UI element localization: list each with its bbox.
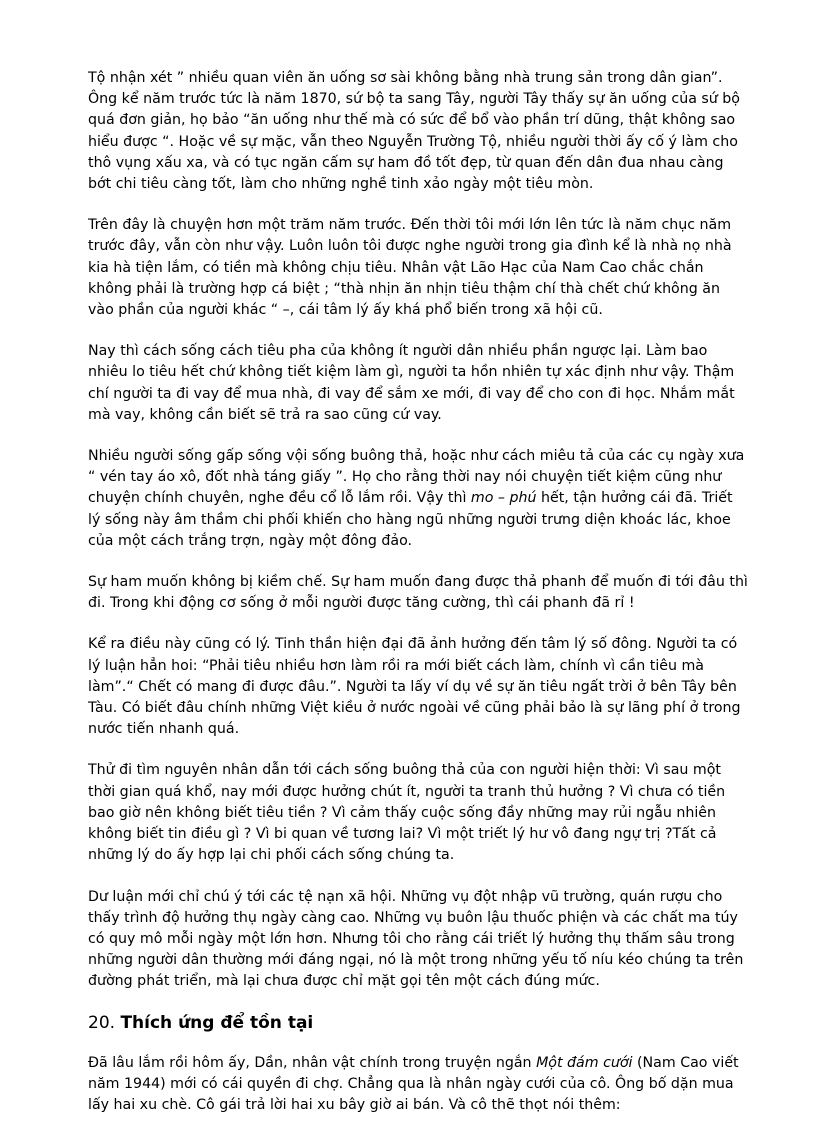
paragraph-8: Dư luận mới chỉ chú ý tới các tệ nạn xã hội. Những vụ đột nhập vũ trường, quán rượu cho thấy trình độ hưởng thụ ngày càng cao. Những vụ buôn lậu thuốc phiện và các chất ma túy có quy mô mỗi ngày một lớn hơn. Nhưng tôi cho rằng cái triết lý hưởng thụ thấm sâu trong những người dân thường mới đáng ngại, nó là một trong những yếu tố níu kéo chúng ta trên đường phát triển, mà lại chưa được chỉ mặt gọi tên một cách đúng mức.	[88, 888, 744, 990]
final-paragraph-post: (Nam Cao viết năm 1944) mới có cái quyền đi chợ. Chẳng qua là nhân ngày cưới của cô. Ông bố dặn mua lấy hai xu chè. Cô gái trả lời hai xu bây giờ ai bán. Và cô thẽ thọt nói thêm:	[88, 1054, 739, 1113]
paragraph-3: Nay thì cách sống cách tiêu pha của không ít người dân nhiều phần ngược lại. Làm bao nhiêu lo tiêu hết chứ không tiết kiệm làm gì, người ta hồn nhiên tự xác định như vậy. Thậm chí người ta đi vay để mua nhà, đi vay để sắm xe mới, đi vay để cho con đi học. Nhắm mắt mà vay, không cần biết sẽ trả ra sao cũng cứ vay.	[88, 343, 735, 423]
section-heading	[88, 1011, 748, 1035]
paragraph-2: Trên đây là chuyện hơn một trăm năm trước. Đến thời tôi mới lớn lên tức là năm chục năm trước đây, vẫn còn như vậy. Luôn luôn tôi được nghe người trong gia đình kể là nhà nọ nhà kia hà tiện lắm, có tiền mà không chịu tiêu. Nhân vật Lão Hạc của Nam Cao chắc chắn không phải là trường hợp cá biệt ; “thà nhịn ăn nhịn tiêu thậm chí thà chết chứ không ăn vào phần của người khác “ –, cái tâm lý ấy khá phổ biến trong xã hội cũ.	[88, 217, 732, 319]
paragraph-4-italic: mo – phú	[470, 490, 537, 507]
paragraph-4-post: hết, tận hưởng cái đã. Triết lý sống này âm thầm chi phối khiến cho hàng ngũ những người trưng diện khoác lác, khoe của một cách trắng trợn, ngày một đông đảo.	[88, 490, 733, 549]
paragraph-6: Kể ra điều này cũng có lý. Tinh thần hiện đại đã ảnh hưởng đến tâm lý số đông. Người ta có lý luận hẳn hoi: “Phải tiêu nhiều hơn làm rồi ra mới biết cách làm, chính vì cần tiêu mà làm”.“ Chết có mang đi được đâu.”. Người ta lấy ví dụ về sự ăn tiêu ngất trời ở bên Tây bên Tàu. Có biết đâu chính những Việt kiều ở nước ngoài về cũng phải bảo là sự lãng phí ở trong nước tiến nhanh quá.	[88, 636, 741, 738]
story-title: Một đám cưới	[536, 1054, 633, 1071]
section-title: Thích ứng để tồn tại	[120, 1012, 314, 1033]
paragraph-4-pre: Nhiều người sống gấp sống vội sống buông thả, hoặc như cách miêu tả của các cụ ngày xưa “ vén tay áo xô, đốt nhà táng giấy ”. Họ cho rằng thời nay nói chuyện tiết kiệm cũng như chuyện chính chuyên, nghe đều cổ lỗ lắm rồi. Vậy thì	[88, 448, 745, 507]
paragraph-7: Thử đi tìm nguyên nhân dẫn tới cách sống buông thả của con người hiện thời: Vì sau một thời gian quá khổ, nay mới được hưởng chút ít, người ta tranh thủ hưởng ? Vì chưa có tiền bao giờ nên không biết tiêu tiền ? Vì cảm thấy cuộc sống đầy những may rủi ngẫu nhiên không biết tin điều gì ? Vì bi quan về tương lai? Vì một triết lý hư vô đang ngự trị ?Tất cả những lý do ấy hợp lại chi phối cách sống chúng ta.	[88, 762, 726, 864]
paragraph-1: Tộ nhận xét ” nhiều quan viên ăn uống sơ sài không bằng nhà trung sản trong dân gian”. Ông kể năm trước tức là năm 1870, sứ bộ ta sang Tây, người Tây thấy sự ăn uống của sứ bộ quá đơn giản, họ bảo “ăn uống như thế mà có sức để bổ vào phần trí dũng, thật không sao hiểu được “. Hoặc về sự mặc, vẫn theo Nguyễn Trường Tộ, nhiều người thời ấy cố ý làm cho thô vụng xấu xa, và có tục ngăn cấm sự ham đồ tốt đẹp, từ quan đến dân đua nhau càng bớt chi tiêu càng tốt, làm cho những nghề tinh xảo ngày một tiêu mòn.	[88, 70, 740, 193]
document-page	[88, 68, 748, 1136]
paragraph-5: Sự ham muốn không bị kiềm chế. Sự ham muốn đang được thả phanh để muốn đi tới đâu thì đi. Trong khi động cơ sống ở mỗi người được tăng cường, thì cái phanh đã rỉ !	[88, 574, 748, 612]
final-paragraph-pre: Đã lâu lắm rồi hôm ấy, Dần, nhân vật chính trong truyện ngắn	[88, 1054, 537, 1071]
section-number: 20.	[88, 1012, 116, 1033]
final-paragraph	[88, 1053, 748, 1117]
paragraph-4	[88, 446, 748, 552]
